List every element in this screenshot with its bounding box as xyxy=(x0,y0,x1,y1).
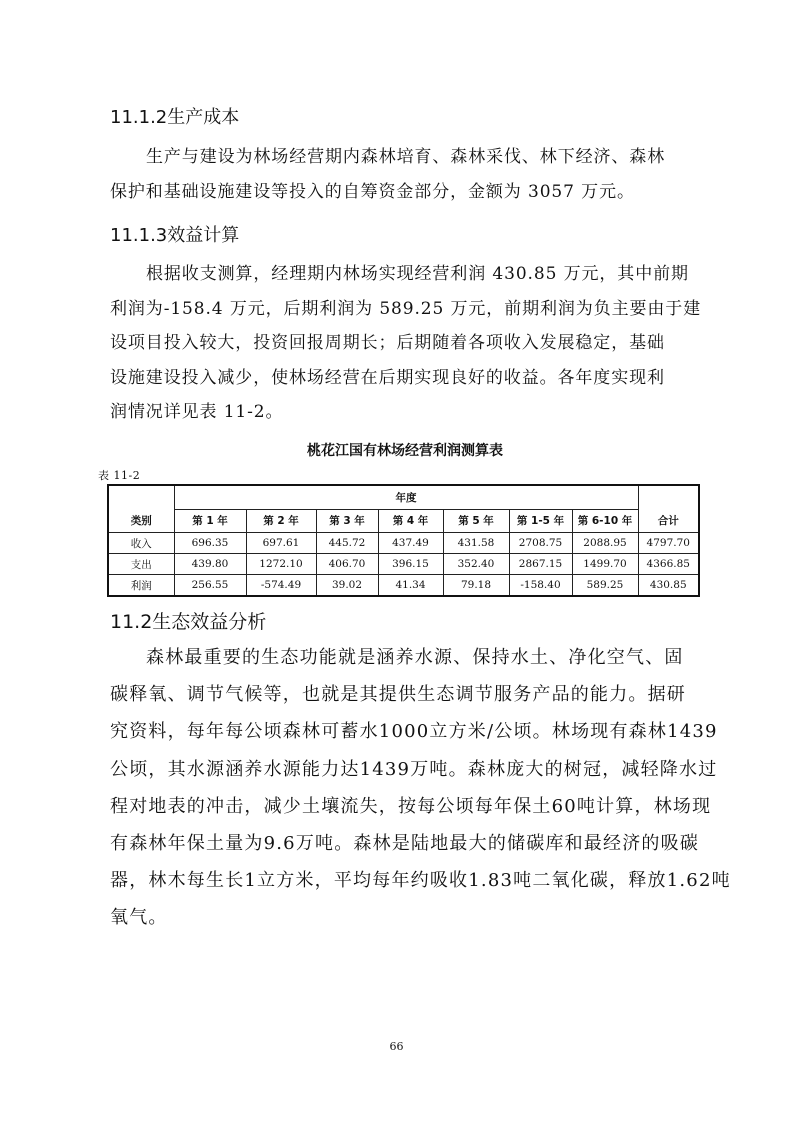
table-cell: 2088.95 xyxy=(572,533,638,554)
section-heading-benefit-calculation: 11.1.3效益计算 xyxy=(110,225,240,246)
paragraph-line: 有森林年保土量为9.6万吨。森林是陆地最大的储碳库和最经济的吸碳 xyxy=(110,832,700,854)
paragraph-line: 根据收支测算，经理期内林场实现经营利润 430.85 万元，其中前期 xyxy=(146,264,689,284)
paragraph-line: 器，林木每生长1立方米，平均每年约吸收1.83吨二氧化碳，释放1.62吨 xyxy=(110,870,731,892)
row-label: 收入 xyxy=(108,533,174,554)
table-cell: 696.35 xyxy=(174,533,246,554)
row-label: 利润 xyxy=(108,575,174,597)
paragraph-line: 利润为-158.4 万元，后期利润为 589.25 万元，前期利润为负主要由于建 xyxy=(110,298,702,319)
table-cell: 439.80 xyxy=(174,554,246,575)
ecological-benefit-paragraph xyxy=(110,639,731,937)
header-total: 合计 xyxy=(638,485,699,533)
paragraph-line: 氧气。 xyxy=(110,907,168,929)
table-row xyxy=(108,533,699,554)
table-cell: 445.72 xyxy=(316,533,378,554)
row-total: 4366.85 xyxy=(638,554,699,575)
page-number: 66 xyxy=(389,1040,404,1053)
header-year: 第 2 年 xyxy=(246,509,316,532)
section-heading-ecological-benefit: 11.2生态效益分析 xyxy=(110,611,267,633)
paragraph-line: 森林最重要的生态功能就是涵养水源、保持水土、净化空气、固 xyxy=(146,647,684,668)
row-total: 430.85 xyxy=(638,575,699,597)
table-cell: 697.61 xyxy=(246,533,316,554)
paragraph-line: 设项目投入较大，投资回报周期长；后期随着各项收入发展稳定，基础 xyxy=(110,333,665,353)
paragraph-line: 究资料，每年每公顷森林可蓄水1000立方米/公顷。林场现有森林1439 xyxy=(110,721,718,743)
table-cell: 79.18 xyxy=(443,575,509,597)
row-total: 4797.70 xyxy=(638,533,699,554)
table-cell: 39.02 xyxy=(316,575,378,597)
table-cell: 2867.15 xyxy=(509,554,572,575)
table-cell: 1272.10 xyxy=(246,554,316,575)
production-cost-paragraph xyxy=(110,140,688,209)
table-row xyxy=(108,575,699,597)
section-heading-production-cost: 11.1.2生产成本 xyxy=(110,107,240,128)
table-cell: -158.40 xyxy=(509,575,572,597)
table-label: 表 11-2 xyxy=(98,469,141,482)
paragraph-line: 生产与建设为林场经营期内森林培育、森林采伐、林下经济、森林 xyxy=(146,147,666,167)
row-label: 支出 xyxy=(108,554,174,575)
paragraph-line: 公顷，其水源涵养水源能力达1439万吨。森林庞大的树冠，减轻降水过 xyxy=(110,758,718,780)
header-year: 第 3 年 xyxy=(316,509,378,532)
table-cell: 1499.70 xyxy=(572,554,638,575)
table-cell: 2708.75 xyxy=(509,533,572,554)
header-category: 类别 xyxy=(108,485,174,533)
header-year: 第 5 年 xyxy=(443,509,509,532)
table-cell: 431.58 xyxy=(443,533,509,554)
paragraph-line: 润情况详见表 11-2。 xyxy=(110,402,284,422)
paragraph-line: 程对地表的冲击，减少土壤流失，按每公顷每年保土60吨计算，林场现 xyxy=(110,795,712,817)
header-year: 第 4 年 xyxy=(378,509,443,532)
paragraph-line: 碳释氧、调节气候等，也就是其提供生态调节服务产品的能力。据研 xyxy=(110,684,686,706)
header-year: 第 1 年 xyxy=(174,509,246,532)
table-cell: -574.49 xyxy=(246,575,316,597)
header-year: 第 6-10 年 xyxy=(572,509,638,532)
table-cell: 396.15 xyxy=(378,554,443,575)
table-cell: 406.70 xyxy=(316,554,378,575)
table-cell: 352.40 xyxy=(443,554,509,575)
benefit-calculation-paragraph xyxy=(110,257,702,430)
table-cell: 589.25 xyxy=(572,575,638,597)
table-row xyxy=(108,554,699,575)
header-year: 第 1-5 年 xyxy=(509,509,572,532)
table-cell: 256.55 xyxy=(174,575,246,597)
table-cell: 41.34 xyxy=(378,575,443,597)
paragraph-line: 保护和基础设施建设等投入的自筹资金部分，金额为 3057 万元。 xyxy=(110,181,635,202)
profit-table xyxy=(107,484,700,597)
header-year-group: 年度 xyxy=(174,485,638,509)
table-caption: 桃花江国有林场经营利润测算表 xyxy=(307,443,503,459)
paragraph-line: 设施建设投入减少，使林场经营在后期实现良好的收益。各年度实现利 xyxy=(110,367,665,388)
table-cell: 437.49 xyxy=(378,533,443,554)
